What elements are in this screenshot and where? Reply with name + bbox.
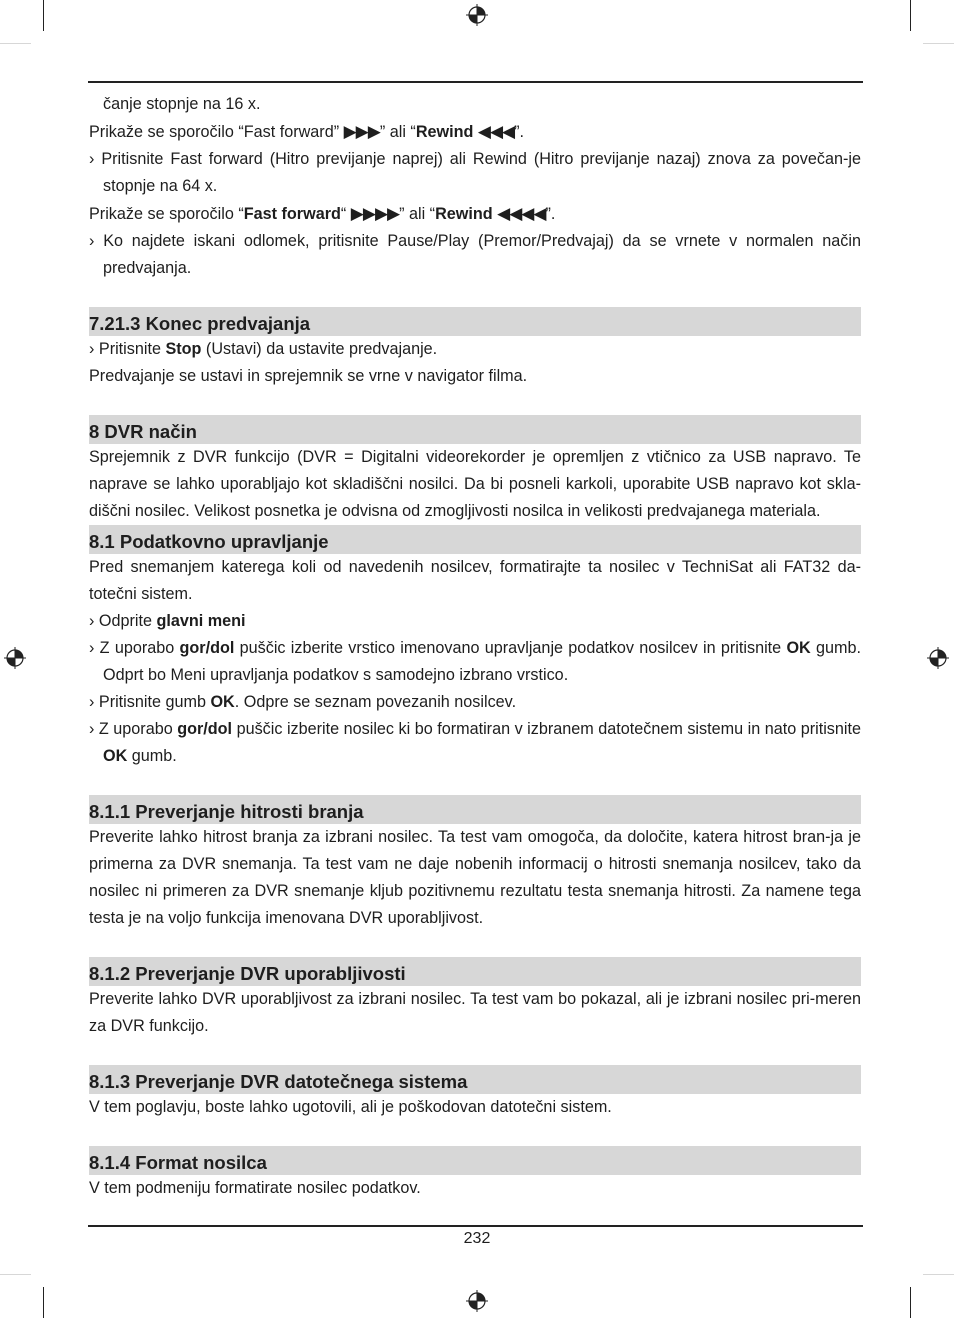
- crop-mark: [923, 43, 954, 44]
- paragraph: V tem poglavju, boste lahko ugotovili, ali je poškodovan datotečni sistem.: [89, 1098, 612, 1116]
- section-heading: 8.1 Podatkovno upravljanje: [89, 525, 861, 554]
- rewind-icon: ◀◀◀: [477, 122, 515, 141]
- registration-mark-icon: [927, 647, 949, 669]
- list-item: › Odprite glavni meni: [89, 612, 246, 630]
- paragraph: V tem podmeniju formatirate nosilec podatkov.: [89, 1179, 421, 1197]
- bullet-marker: ›: [89, 693, 95, 711]
- section-heading: 8.1.1 Preverjanje hitrosti branja: [89, 795, 861, 824]
- section-heading: 8.1.4 Format nosilca: [89, 1146, 861, 1175]
- crop-mark: [923, 1274, 954, 1275]
- registration-mark-icon: [466, 1290, 488, 1312]
- section-heading: 8 DVR način: [89, 415, 861, 444]
- crop-mark: [43, 1287, 44, 1318]
- message-line: Prikaže se sporočilo “Fast forward“ ▶▶▶▶” ali “Rewind ◀◀◀◀”.: [89, 204, 556, 223]
- list-item: › Pritisnite gumb OK. Odpre se seznam povezanih nosilcev.: [89, 693, 517, 711]
- bullet-marker: ›: [89, 720, 95, 738]
- list-item: › Z uporabo gor/dol puščic izberite vrstico imenovano upravljanje podatkov nosilcev in pritisnite OK gumb. Odprt bo Meni upravljanja podatkov s samodejno izbrano vrstico.: [89, 639, 861, 684]
- list-item: › Z uporabo gor/dol puščic izberite nosilec ki bo formatiran v izbranem datotečnem sistemu in nato pritisnite OK gumb.: [89, 720, 861, 765]
- paragraph: Pred snemanjem katerega koli od navedenih nosilcev, formatirajte ta nosilec v TechniSat ali FAT32 da-totečni sistem.: [89, 558, 861, 603]
- section-heading: 7.21.3 Konec predvajanja: [89, 307, 861, 336]
- paragraph: Preverite lahko DVR uporabljivost za izbrani nosilec. Ta test vam bo pokazal, ali je izbrani nosilec pri-meren za DVR funkcijo.: [89, 990, 861, 1035]
- bullet-marker: ›: [89, 612, 95, 630]
- rewind-icon: ◀◀◀◀: [497, 204, 546, 223]
- crop-mark: [910, 0, 911, 31]
- list-item: › Pritisnite Fast forward (Hitro previjanje naprej) ali Rewind (Hitro previjanje nazaj) znova za povečan-je stopnje na 64 x.: [89, 150, 861, 195]
- paragraph: Sprejemnik z DVR funkcijo (DVR = Digitalni videorekorder je opremljen z vtičnico za USB napravo. Te naprave se lahko uporabljajo kot skladiščni nosilci. Da bi posneli karkoli, uporabite USB napravo kot skla-diščni nosilec. Velikost posnetka je odvisna od zmogljivosti nosilca in velikosti predvajanega materiala.: [89, 448, 861, 520]
- registration-mark-icon: [4, 647, 26, 669]
- page-number: 232: [463, 1230, 491, 1247]
- bullet-marker: ›: [89, 340, 95, 358]
- page-content: [89, 91, 861, 1202]
- footer-rule: [88, 1225, 863, 1227]
- paragraph: Preverite lahko hitrost branja za izbrani nosilec. Ta test vam omogoča, da določite, katera hitrost bran-ja je primerna za DVR snemanja. Ta test vam ne daje nobenih informacij o hitrosti snemanja nosilcev, tako da nosilec ni primeren za DVR snemanje kljub pozitivnemu rezultatu testa snemanja hitrosti. Za namene tega testa je na voljo funkcija imenovana DVR uporabljivost.: [89, 828, 861, 927]
- crop-mark: [0, 1274, 31, 1275]
- bullet-marker: ›: [89, 150, 95, 168]
- crop-mark: [43, 0, 44, 31]
- section-heading: 8.1.3 Preverjanje DVR datotečnega sistema: [89, 1065, 861, 1094]
- list-item: › Ko najdete iskani odlomek, pritisnite Pause/Play (Premor/Predvajaj) da se vrnete v normalen način predvajanja.: [89, 232, 861, 277]
- message-line: Prikaže se sporočilo “Fast forward” ▶▶▶” ali “Rewind ◀◀◀”.: [89, 122, 524, 141]
- header-rule: [88, 81, 863, 83]
- paragraph: čanje stopnje na 16 x.: [103, 95, 261, 113]
- fast-forward-icon: ▶▶▶: [343, 122, 380, 141]
- crop-mark: [0, 43, 31, 44]
- bullet-marker: ›: [89, 639, 95, 657]
- registration-mark-icon: [466, 4, 488, 26]
- crop-mark: [910, 1287, 911, 1318]
- bullet-marker: ›: [89, 232, 95, 250]
- section-heading: 8.1.2 Preverjanje DVR uporabljivosti: [89, 957, 861, 986]
- list-item: › Pritisnite Stop (Ustavi) da ustavite predvajanje.: [89, 340, 438, 358]
- fast-forward-icon: ▶▶▶▶: [350, 204, 400, 223]
- paragraph: Predvajanje se ustavi in sprejemnik se vrne v navigator filma.: [89, 367, 528, 385]
